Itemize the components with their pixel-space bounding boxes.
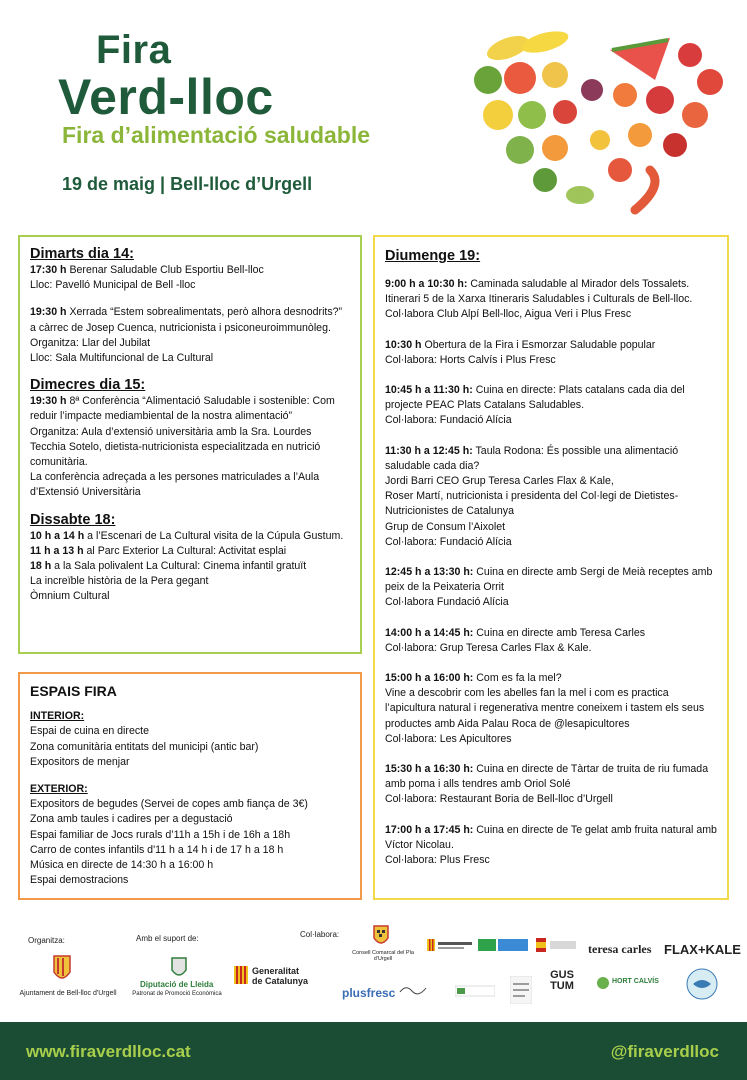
event-text: Com es fa la mel? (473, 672, 562, 685)
interior-title: INTERIOR: (30, 710, 85, 723)
event-organizer: Organitza: Llar del Jubilat (30, 336, 151, 349)
teresa-carles-logo: teresa carles (588, 942, 652, 956)
event-text: a la Sala polivalent La Cultural: Cinema infantil gratuït (51, 560, 307, 573)
generalitat-logo-text: Generalitat de Catalunya (252, 966, 309, 986)
organitza-label: Organitza: (28, 936, 65, 945)
sunday-event (385, 762, 717, 808)
exterior-item: Zona amb taules i cadires per a degustació (30, 813, 233, 826)
event-place: Lloc: Sala Multifuncional de La Cultural (30, 352, 214, 365)
event-dimarts-2 (30, 305, 350, 335)
diputacio-logo-text: Diputació de Lleida (140, 980, 214, 989)
exterior-item: Música en directe de 14:30 h a 16:00 h (30, 859, 214, 872)
event-place: Lloc: Pavelló Municipal de Bell -lloc (30, 279, 196, 292)
vegetable-heart-illustration (460, 20, 730, 220)
ministerio-logo-icon (536, 938, 578, 952)
event-note: La conferència adreçada a les persones matriculades a l’Aula d’Extensió Universitària (30, 471, 320, 499)
day-title-dissabte: Dissabte 18: (30, 511, 116, 528)
social-handle[interactable]: @firaverdlloc (610, 1042, 719, 1061)
footer-bar (0, 1022, 747, 1080)
collabora-label: Col·labora: (300, 930, 340, 939)
dateline: 19 de maig | Bell-lloc d’Urgell (62, 174, 313, 194)
event-text: 8ª Conferència “Alimentació Saludable i sostenible: Com reduir l’impacte mediambiental de la nostra alimentació” (30, 395, 335, 423)
suport-label: Amb el suport de: (136, 934, 199, 943)
event-time: 12:45 h a 13:30 h: (385, 566, 474, 579)
plusfresc-script-icon (398, 982, 430, 996)
event-text: Xerrada “Estem sobrealimentats, però alhora desnodrits?” a càrrec de Josep Cuenca, nutricionista i psiconeuroimmunòleg. (30, 306, 343, 334)
event-dissabte-3 (30, 559, 350, 574)
event-time: 17:30 h (30, 264, 67, 276)
event-organizer: Organitza: Aula d’extensió universitària amb la Sra. Lourdes Tecchia Sotelo, dietista-nutricionista especialitzada en nutrició comunitària. (30, 425, 321, 469)
plusfresc-logo: plusfresc (342, 986, 396, 1000)
event-dissabte-film: La increïble història de la Pera gegant (30, 575, 209, 588)
consell-shield-icon (372, 924, 390, 948)
consell-logo-text: Consell Comarcal del Pla d'Urgell (352, 950, 414, 962)
title-verdlloc: Verd-lloc (58, 69, 274, 125)
diputacio-shield-icon (170, 956, 188, 978)
sunday-event (385, 444, 717, 550)
sunday-program-box (373, 235, 729, 900)
generalitat-small-logo-icon (427, 938, 475, 952)
sunday-event (385, 338, 717, 368)
event-text: Cuina en directe: Plats catalans cada dia del projecte PEAC Plats Catalans Saludables. (385, 384, 685, 412)
sunday-event (385, 671, 717, 747)
event-details: Col·labora Club Alpí Bell-lloc, Aigua Veri i Plus Fresc (385, 308, 632, 321)
event-text: Cuina en directe de Te gelat amb fruita natural amb Víctor Nicolau. (385, 823, 717, 851)
event-text: Cuina en directe amb Sergi de Meià receptes amb peix de la Peixateria Orrit (385, 566, 713, 594)
event-details: Col·labora: Grup Teresa Carles Flax & Kale. (385, 641, 592, 654)
event-time: 11 h a 13 h (30, 544, 84, 557)
exterior-item: Expositors de begudes (Servei de copes amb fiança de 3€) (30, 798, 308, 811)
event-details: Col·labora: Horts Calvís i Plus Fresc (385, 353, 556, 366)
exterior-item: Espai demostracions (30, 874, 129, 887)
sponsors-strip (0, 920, 747, 1020)
event-time: 14:00 h a 14:45 h: (385, 626, 474, 639)
hort-calvis-icon (596, 976, 610, 990)
soc-logo-icon (478, 939, 528, 951)
exterior-title: EXTERIOR: (30, 783, 88, 796)
sunday-event (385, 823, 717, 869)
event-time: 19:30 h (30, 306, 67, 319)
event-time: 10:30 h (385, 338, 422, 351)
event-text: Berenar Saludable Club Esportiu Bell-lloc (66, 264, 264, 276)
hort-calvis-logo: HORT CALVÍS (612, 978, 659, 985)
exterior-item: Carro de contes infantils d'11 h a 14 h i de 17 h a 18 h (30, 843, 284, 856)
event-text: Cuina en directe de Tàrtar de truita de riu fumada amb poma i alls tendres amb Oriol Solé (385, 763, 709, 791)
event-details: Col·labora: Fundació Alícia (385, 414, 512, 427)
event-time: 11:30 h a 12:45 h: (385, 444, 473, 457)
event-text: Caminada saludable al Mirador dels Tossalets. Itinerari 5 de la Xarxa Itineraris Saludables i Culturals de Bell-lloc. (385, 278, 693, 306)
event-text: Taula Rodona: És possible una alimentació saludable cada dia? (385, 444, 679, 472)
subtitle: Fira d’alimentació saludable (62, 122, 371, 148)
event-dimecres-1 (30, 394, 350, 424)
exterior-item: Espai familiar de Jocs rurals d’11h a 15h i de 16h a 18h (30, 828, 291, 841)
espais-title: ESPAIS FIRA (30, 683, 117, 699)
event-text: a l’Escenari de La Cultural visita de la Cúpula Gustum. (84, 529, 344, 542)
interior-item: Zona comunitària entitats del municipi (antic bar) (30, 740, 259, 753)
event-text: Cuina en directe amb Teresa Carles (473, 626, 646, 639)
event-time: 19:30 h (30, 395, 67, 408)
espais-fira-box (18, 672, 362, 900)
event-details: Vine a descobrir com les abelles fan la mel i com es practica l’apicultura natural i regenerativa mentre coneixem i tastem els seus productes amb Aida Palau Roca de @lesapicultores Col·labora: Les Apicultores (385, 687, 705, 745)
weekdays-program-box (18, 235, 362, 654)
event-time: 10 h a 14 h (30, 529, 85, 542)
sunday-event (385, 565, 717, 611)
event-time: 17:00 h a 17:45 h: (385, 823, 474, 836)
interior-item: Expositors de menjar (30, 755, 130, 768)
flax-kale-logo: FLAX+KALE (664, 942, 741, 957)
event-dissabte-1 (30, 529, 350, 544)
sunday-events (385, 277, 717, 868)
event-details: Jordi Barri CEO Grup Teresa Carles Flax & Kale, Roser Martí, nutricionista i presidenta del Col·legi de Dietistes-Nutricionistes de Catalunya Grup de Consum l’Aixolet Col·labora: Fundació Alícia (385, 475, 679, 548)
gustum-logo: GUS TUM (550, 969, 574, 992)
ajuntament-logo-text: Ajuntament de Bell-lloc d'Urgell (19, 990, 117, 997)
event-time: 15:30 h a 16:30 h: (385, 763, 474, 776)
day-title-dimecres: Dimecres dia 15: (30, 377, 146, 394)
generalitat-flag-icon (234, 966, 248, 984)
header (0, 0, 747, 230)
event-dimarts-1 (30, 263, 350, 278)
sunday-event (385, 277, 717, 323)
day-title-diumenge: Diumenge 19: (385, 248, 481, 264)
peixateria-logo-icon (686, 968, 718, 1000)
event-time: 10:45 h a 11:30 h: (385, 384, 473, 397)
event-dissabte-org: Òmnium Cultural (30, 590, 110, 603)
day-title-dimarts: Dimarts dia 14: (30, 246, 134, 262)
event-details: Col·labora: Restaurant Boria de Bell-lloc d’Urgell (385, 793, 613, 806)
event-time: 18 h (30, 560, 52, 573)
title-fira: Fira (96, 28, 172, 72)
agencia-salut-logo-icon (510, 976, 532, 1004)
sunday-event (385, 626, 717, 656)
event-text: Obertura de la Fira i Esmorzar Saludable popular (421, 338, 656, 351)
ajuntament-shield-icon (52, 954, 72, 984)
associacio-logo-icon (455, 984, 495, 998)
diputacio-logo-sub: Patronat de Promoció Econòmica (132, 991, 222, 997)
website-link[interactable]: www.firaverdlloc.cat (26, 1042, 191, 1061)
event-time: 9:00 h a 10:30 h: (385, 278, 468, 290)
event-time: 15:00 h a 16:00 h: (385, 672, 474, 685)
event-details: Col·labora: Plus Fresc (385, 854, 490, 867)
interior-item: Espai de cuina en directe (30, 725, 149, 738)
event-text: al Parc Exterior La Cultural: Activitat esplai (83, 544, 287, 557)
event-details: Col·labora Fundació Alícia (385, 596, 509, 609)
sunday-event (385, 383, 717, 429)
event-dissabte-2 (30, 544, 350, 559)
